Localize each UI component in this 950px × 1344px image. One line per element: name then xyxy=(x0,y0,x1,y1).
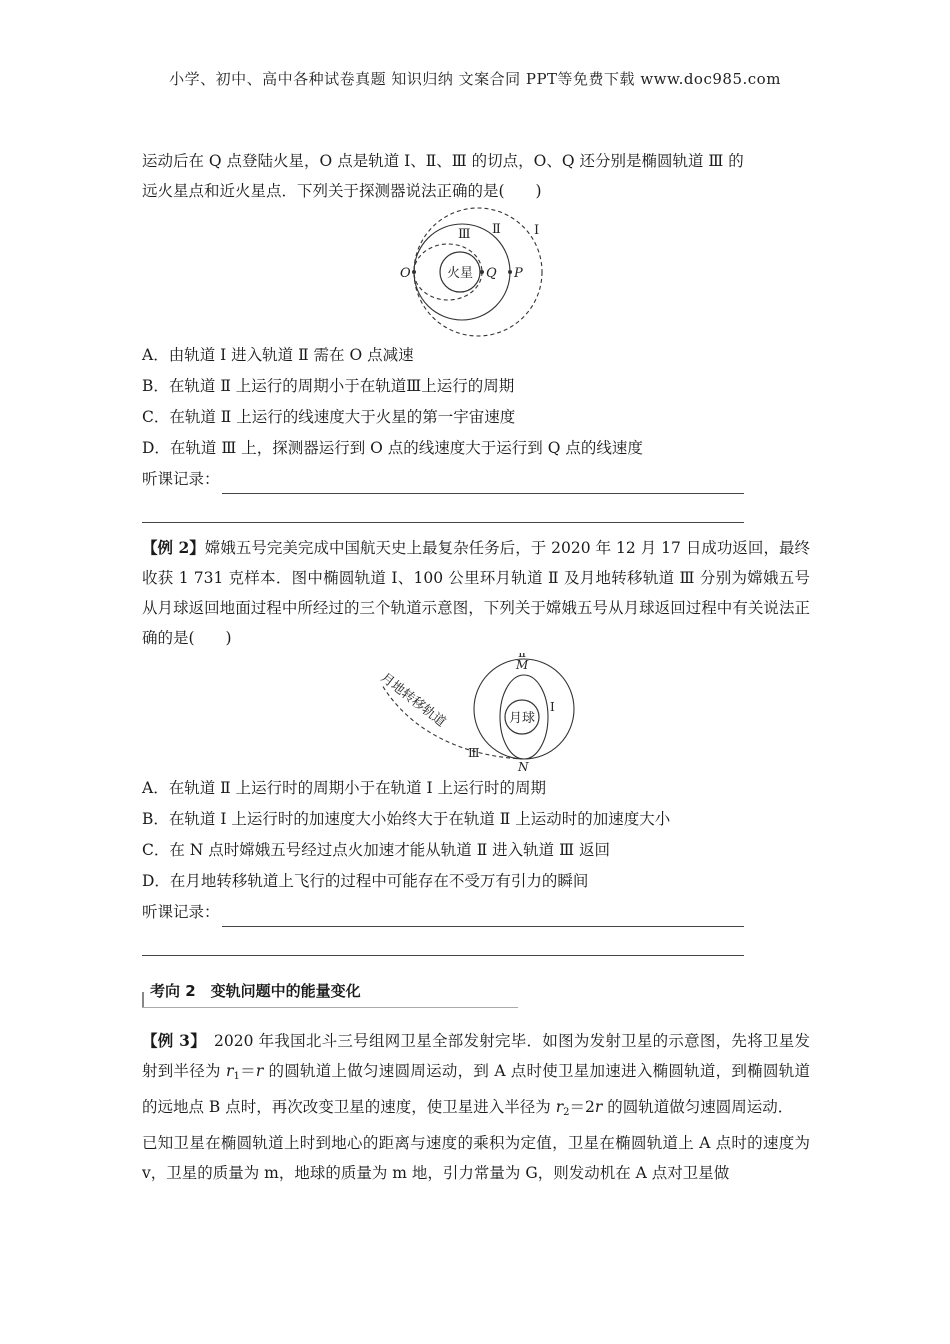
q2-option-b: B．在轨道 Ⅰ 上运行时的加速度大小始终大于在轨道 Ⅱ 上运动时的加速度大小 xyxy=(142,810,671,828)
label-orbit-I: Ⅰ xyxy=(534,223,540,238)
q2-note-line[interactable] xyxy=(222,906,744,927)
q1-option-a: A．由轨道 Ⅰ 进入轨道 Ⅱ 需在 O 点减速 xyxy=(142,346,414,364)
q2-option-d: D．在月地转移轨道上飞行的过程中可能存在不受万有引力的瞬间 xyxy=(142,872,589,890)
q3-r1-value: r xyxy=(255,1062,264,1080)
q1-note-line[interactable] xyxy=(222,473,744,494)
mars-orbit-diagram xyxy=(142,206,810,340)
q2-stem xyxy=(142,533,810,653)
label-Q: Q xyxy=(486,266,497,281)
page-content xyxy=(142,146,810,1188)
q1-note-row xyxy=(142,464,810,494)
label-orbit-I-moon: Ⅰ xyxy=(550,700,555,714)
q1-stem-line2: 远火星点和近火星点．下列关于探测器说法正确的是( ) xyxy=(142,182,542,200)
section-title: 考向 2 变轨问题中的能量变化 xyxy=(150,982,361,1000)
point-O xyxy=(412,270,416,274)
point-Q xyxy=(480,270,484,274)
moon-label: 月球 xyxy=(508,711,536,726)
q1-option-b: B．在轨道 Ⅱ 上运行的周期小于在轨道Ⅲ上运行的周期 xyxy=(142,377,515,395)
label-orbit-II-moon: Ⅱ xyxy=(518,653,527,660)
q3-stem xyxy=(142,1026,810,1128)
q3-r1: r xyxy=(226,1062,234,1080)
moon-orbit-figure xyxy=(142,653,810,773)
q2-stem-text: 嫦娥五号完美完成中国航天史上最复杂任务后，于 2020 年 12 月 17 日成功返回，最终收获 1 731 克样本．图中椭圆轨道 Ⅰ、100 公里环月轨道 Ⅱ 及月地转移轨道 Ⅲ 分别为嫦娥五号从月球返回地面过程中所经过的三个轨道示意图，下列关于嫦娥五号从月球返回过程中有关说法正确的是( ) xyxy=(142,539,810,647)
q1-note-line-2[interactable] xyxy=(142,494,744,523)
moon-orbit-diagram xyxy=(142,653,810,773)
q3-sub2: 2 xyxy=(563,1107,570,1118)
q1-stem-line1: 运动后在 Q 点登陆火星，O 点是轨道 Ⅰ、Ⅱ、Ⅲ 的切点，O、Q 还分别是椭圆轨道 Ⅲ 的 xyxy=(142,152,744,170)
q2-option-c: C．在 N 点时嫦娥五号经过点火加速才能从轨道 Ⅱ 进入轨道 Ⅲ 返回 xyxy=(142,841,610,859)
section-heading xyxy=(142,978,518,1012)
mars-label: 火星 xyxy=(446,266,474,281)
section-bar-bottom xyxy=(142,1007,518,1008)
q3-p1-b: ＝ xyxy=(239,1062,256,1080)
label-O: O xyxy=(400,266,411,281)
q1-note-label: 听课记录： xyxy=(142,470,220,488)
q2-note-label: 听课记录： xyxy=(142,903,220,921)
q2-tag: 【例 2】 xyxy=(142,538,205,557)
q3-r2-value: r xyxy=(594,1098,603,1116)
q3-tag: 【例 3】 xyxy=(142,1031,199,1050)
q3-p1-d: ＝2 xyxy=(569,1098,595,1116)
q3-p1-c: 的圆轨道上做匀速圆周运动，到 A 点时使卫星加速进入椭圆轨道，到椭圆轨道的远地点 B 点时，再次改变卫星的速度，使卫星进入半径为 xyxy=(142,1062,810,1116)
q3-sub1: 1 xyxy=(233,1071,240,1082)
q2-option-a: A．在轨道 Ⅱ 上运行时的周期小于在轨道 Ⅰ 上运行时的周期 xyxy=(142,779,547,797)
q2-note-line-2[interactable] xyxy=(142,927,744,956)
point-P xyxy=(508,270,512,274)
label-orbit-III: Ⅲ xyxy=(458,227,471,242)
label-P: P xyxy=(514,266,523,281)
label-M: M xyxy=(516,658,529,672)
q1-option-c: C．在轨道 Ⅱ 上运行的线速度大于火星的第一宇宙速度 xyxy=(142,408,516,426)
q3-p1-e: 的圆轨道做匀速圆周运动． xyxy=(602,1098,794,1116)
q3-paragraph-2: 已知卫星在椭圆轨道上时到地心的距离与速度的乘积为定值，卫星在椭圆轨道上 A 点时的速度为 v，卫星的质量为 m，地球的质量为 m 地，引力常量为 G，则发动机在 A 点对卫星做 xyxy=(142,1134,810,1182)
label-orbit-III-moon: Ⅲ xyxy=(468,746,480,760)
transfer-label: 月地转移轨道 xyxy=(377,670,449,731)
q2-note-row xyxy=(142,897,810,927)
page-header: 小学、初中、高中各种试卷真题 知识归纳 文案合同 PPT等免费下载 www.doc985.com xyxy=(169,70,781,88)
q3-p1-a: 2020 年我国北斗三号组网卫星全部发射完毕．如图为发射卫星的示意图，先将卫星发射到半径为 xyxy=(142,1032,810,1080)
label-orbit-II: Ⅱ xyxy=(492,222,501,237)
mars-orbit-figure xyxy=(142,206,810,340)
section-bar-left xyxy=(142,992,144,1008)
q3-r2: r xyxy=(555,1098,564,1116)
q1-option-d: D．在轨道 Ⅲ 上，探测器运行到 O 点的线速度大于运行到 Q 点的线速度 xyxy=(142,439,643,457)
label-N: N xyxy=(518,760,529,773)
